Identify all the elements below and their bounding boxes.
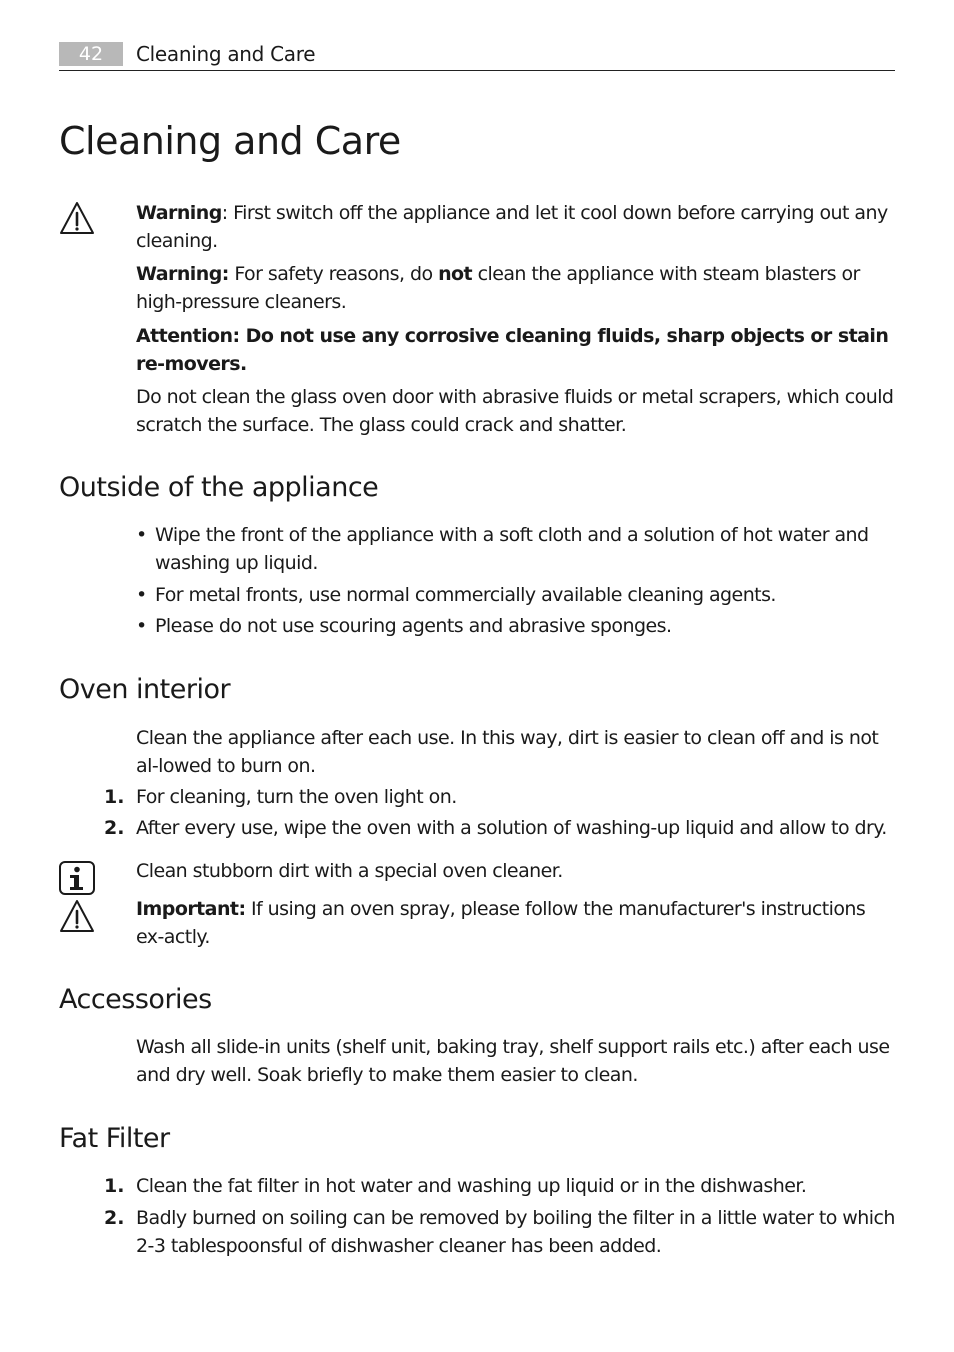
running-title: Cleaning and Care <box>136 42 316 66</box>
attention-note: Attention: Do not use any corrosive cleaning fluids, sharp objects or stain re-movers. <box>136 325 889 375</box>
list-item: • For metal fronts, use normal commercially available cleaning agents. <box>136 581 896 609</box>
warning-icon <box>58 200 96 236</box>
warning-text: clean the appliance with steam blasters or high-pressure cleaners. <box>136 263 860 313</box>
warning-steam <box>136 260 896 316</box>
bullet-icon: • <box>136 584 147 606</box>
oven-interior-intro: Clean the appliance after each use. In this way, dirt is easier to clean off and is not al-lowed to burn on. <box>136 727 879 777</box>
page-number: 42 <box>59 42 123 66</box>
section-heading-oven-interior: Oven interior <box>59 674 231 705</box>
step-text: Clean the fat filter in hot water and washing up liquid or in the dishwasher. <box>136 1175 807 1197</box>
emphasis-not: not <box>438 263 473 285</box>
step-number: 2. <box>104 817 125 839</box>
list-item: • Please do not use scouring agents and abrasive sponges. <box>136 612 896 640</box>
section-heading-accessories: Accessories <box>59 984 212 1015</box>
step-text: Badly burned on soiling can be removed by boiling the filter in a little water to which 2-3 tablespoonsful of dishwasher cleaner has been added. <box>136 1207 895 1257</box>
step-text: For cleaning, turn the oven light on. <box>136 786 457 808</box>
important-text: If using an oven spray, please follow the manufacturer's instructions ex-actly. <box>136 898 866 948</box>
glass-door-note: Do not clean the glass oven door with abrasive fluids or metal scrapers, which could scratch the surface. The glass could crack and shatter. <box>136 386 894 436</box>
page-title: Cleaning and Care <box>59 119 401 163</box>
section-heading-outside: Outside of the appliance <box>59 472 379 503</box>
warning-icon <box>58 898 96 934</box>
accessories-text: Wash all slide-in units (shelf unit, baking tray, shelf support rails etc.) after each use and dry well. Soak briefly to make them easier to clean. <box>136 1036 890 1086</box>
warning-text: For safety reasons, do <box>228 263 439 285</box>
important-note <box>136 895 896 951</box>
important-label: Important: <box>136 898 246 920</box>
bullet-icon: • <box>136 524 147 546</box>
section-heading-fat-filter: Fat Filter <box>59 1123 170 1154</box>
info-icon <box>58 860 96 896</box>
warning-label: Warning <box>136 202 222 224</box>
warning-text: : First switch off the appliance and let it cool down before carrying out any cleaning. <box>136 202 888 252</box>
step-text: After every use, wipe the oven with a solution of washing-up liquid and allow to dry. <box>136 817 887 839</box>
page-header <box>59 40 895 71</box>
warning-label: Warning: <box>136 263 229 285</box>
step-number: 2. <box>104 1207 125 1229</box>
info-note: Clean stubborn dirt with a special oven cleaner. <box>136 860 563 882</box>
step-number: 1. <box>104 1175 125 1197</box>
warning-cool-down <box>136 199 896 255</box>
step-number: 1. <box>104 786 125 808</box>
list-item: • Wipe the front of the appliance with a soft cloth and a solution of hot water and washing up liquid. <box>136 521 896 577</box>
bullet-icon: • <box>136 615 147 637</box>
